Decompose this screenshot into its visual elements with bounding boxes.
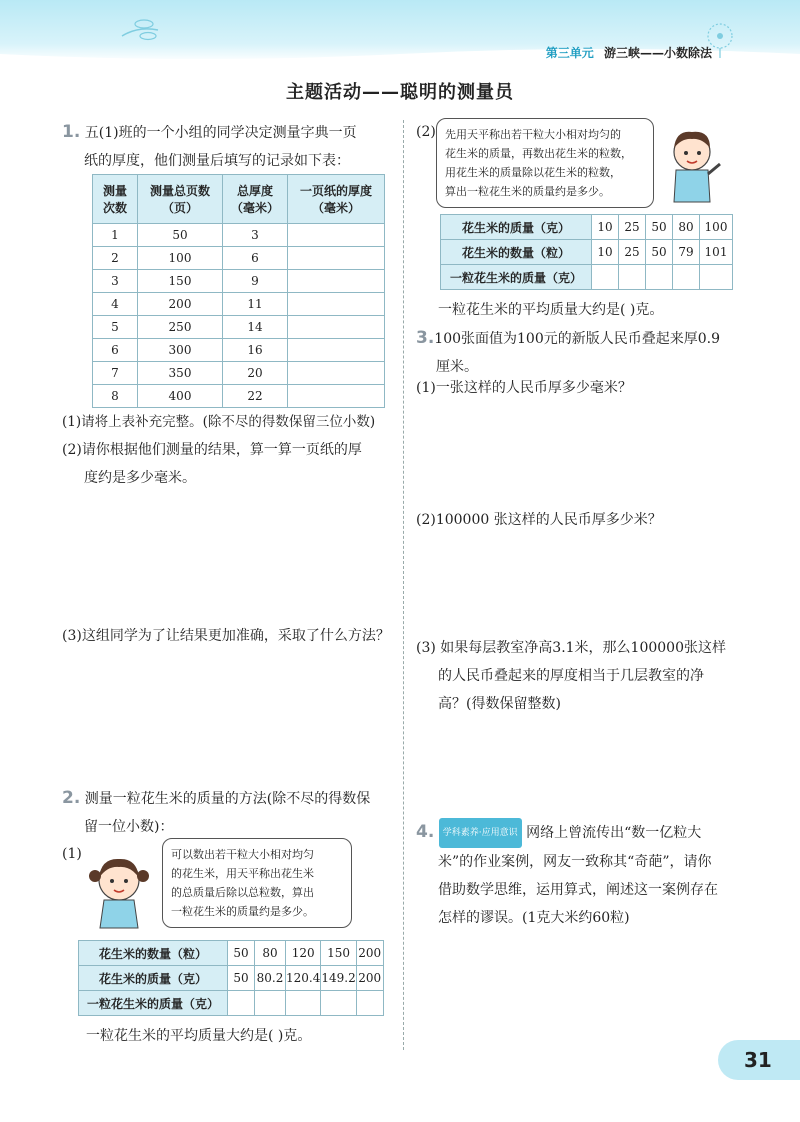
- table-row: 1 50 3: [93, 224, 385, 247]
- question-4: [416, 818, 766, 932]
- girl-speech-bubble: 可以数出若干粒大小相对均匀 的花生米，用天平称出花生米 的总质量后除以总粒数，算出 一粒花生米的质量约是多少。: [162, 838, 352, 928]
- answer-cell[interactable]: [646, 265, 673, 290]
- peanut-table-2-wrap: [440, 214, 733, 290]
- question-1-number: 1.: [62, 122, 81, 142]
- answer-cell[interactable]: [288, 247, 385, 270]
- table-row: 花生米的质量（克） 10 25 50 80 100: [441, 215, 733, 240]
- page-title: 主题活动——聪明的测量员: [286, 82, 514, 103]
- question-2-sub2-label: (2): [416, 124, 436, 140]
- peanut-table-1-wrap: [78, 940, 384, 1016]
- table-row: 6 300 16: [93, 339, 385, 362]
- question-4-line1: 网络上曾流传出“数一亿粒大: [526, 825, 702, 841]
- question-2-sub1-answer: 一粒花生米的平均质量大约是( )克。: [86, 1028, 312, 1044]
- answer-cell[interactable]: [288, 385, 385, 408]
- question-4-number: 4.: [416, 822, 435, 842]
- table-row: 3 150 9: [93, 270, 385, 293]
- question-3-intro-line2: 厘米。: [436, 359, 478, 375]
- table-row: 2 100 6: [93, 247, 385, 270]
- table-row: 一粒花生米的质量（克）: [79, 991, 384, 1016]
- question-2-intro-line2: 留一位小数)：: [84, 819, 174, 835]
- table-row: 8 400 22: [93, 385, 385, 408]
- answer-cell[interactable]: [700, 265, 733, 290]
- question-3-part1: (1)一张这样的人民币厚多少毫米？: [416, 380, 632, 396]
- peanut-table-1: [78, 940, 384, 1016]
- answer-cell[interactable]: [288, 362, 385, 385]
- answer-cell[interactable]: [619, 265, 646, 290]
- literacy-badge: 学科素养·应用意识: [439, 818, 522, 848]
- question-3: [416, 324, 756, 381]
- question-1-part1: (1)请将上表补充完整。(除不尽的得数保留三位小数): [62, 414, 376, 430]
- question-4-line4: 怎样的谬误。(1克大米约60粒): [438, 910, 630, 926]
- answer-cell[interactable]: [288, 339, 385, 362]
- answer-cell[interactable]: [288, 270, 385, 293]
- answer-cell[interactable]: [288, 224, 385, 247]
- girl-illustration: [86, 850, 152, 930]
- question-4-line3: 借助数学思维，运用算式，阐述这一案例存在: [438, 882, 718, 898]
- boy-speech-bubble: 先用天平称出若干粒大小相对均匀的 花生米的质量，再数出花生米的粒数， 用花生米的质量除以花生米的粒数， 算出一粒花生米的质量约是多少。: [436, 118, 654, 208]
- answer-cell[interactable]: [228, 991, 255, 1016]
- dragonfly-icon: [118, 16, 162, 46]
- peanut-table-2: [440, 214, 733, 290]
- answer-cell[interactable]: [592, 265, 619, 290]
- boy-illustration: [664, 124, 724, 204]
- table-row: 4 200 11: [93, 293, 385, 316]
- unit-topic: 游三峡——小数除法: [603, 46, 712, 60]
- question-2-number: 2.: [62, 788, 81, 808]
- table-row: 一粒花生米的质量（克）: [441, 265, 733, 290]
- table-header-cell: 总厚度 （毫米）: [223, 175, 288, 224]
- question-3-number: 3.: [416, 328, 435, 348]
- unit-name: 第三单元: [545, 46, 594, 60]
- question-4-line2: 米”的作业案例，网友一致称其“奇葩”，请你: [438, 854, 712, 870]
- unit-label: [546, 44, 712, 61]
- answer-cell[interactable]: [255, 991, 286, 1016]
- question-1-part3: (3)这组同学为了让结果更加准确，采取了什么方法？: [62, 628, 390, 644]
- question-2: [62, 784, 397, 841]
- table-header-cell: 一页纸的厚度 （毫米）: [288, 175, 385, 224]
- question-2-sub2-answer: 一粒花生米的平均质量大约是( )克。: [438, 302, 664, 318]
- table-header-cell: 测量 次数: [93, 175, 138, 224]
- answer-cell[interactable]: [673, 265, 700, 290]
- answer-cell[interactable]: [286, 991, 321, 1016]
- thickness-table-wrap: [92, 174, 385, 408]
- answer-cell[interactable]: [288, 293, 385, 316]
- question-2-sub1-label: (1): [62, 846, 82, 862]
- question-1-part2: (2)请你根据他们测量的结果，算一算一页纸的厚 度约是多少毫米。: [62, 442, 362, 486]
- table-header-cell: 测量总页数 （页）: [138, 175, 223, 224]
- question-1-intro-line1: 五(1)班的一个小组的同学决定测量字典一页: [84, 125, 357, 141]
- question-3-part2: (2)100000 张这样的人民币厚多少米？: [416, 512, 662, 528]
- table-row: 花生米的质量（克） 50 80.2 120.4 149.2 200: [79, 966, 384, 991]
- page-number: 31: [718, 1040, 800, 1080]
- table-row: 5 250 14: [93, 316, 385, 339]
- question-1-intro-line2: 纸的厚度，他们测量后填写的记录如下表：: [84, 153, 350, 169]
- question-1: [62, 118, 392, 175]
- table-row: 花生米的数量（粒） 10 25 50 79 101: [441, 240, 733, 265]
- question-3-part3: (3) 如果每层教室净高3.1米，那么100000张这样 的人民币叠起来的厚度相当于几层教室的净 高？(得数保留整数): [416, 640, 726, 712]
- table-row: 花生米的数量（粒） 50 80 120 150 200: [79, 941, 384, 966]
- table-row: 7 350 20: [93, 362, 385, 385]
- answer-cell[interactable]: [356, 991, 383, 1016]
- answer-cell[interactable]: [321, 991, 356, 1016]
- column-divider: [403, 120, 404, 1050]
- thickness-table: [92, 174, 385, 408]
- question-3-intro-line1: 100张面值为100元的新版人民币叠起来厚0.9: [434, 331, 721, 347]
- question-2-intro-line1: 测量一粒花生米的质量的方法(除不尽的得数保: [84, 791, 371, 807]
- answer-cell[interactable]: [288, 316, 385, 339]
